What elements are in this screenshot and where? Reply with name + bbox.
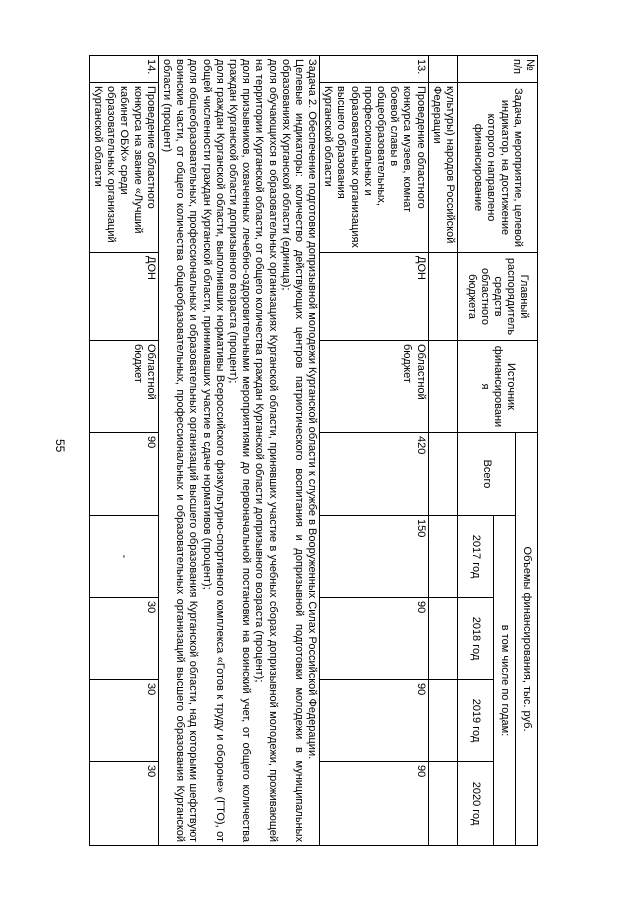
row-manager: ДОН <box>89 253 158 341</box>
row-source: Областной бюджет <box>89 341 158 433</box>
col-header-manager: Главный распорядитель средств областного бюджета <box>458 253 538 341</box>
table-row-14 <box>89 56 158 846</box>
row-year-2017: 150 <box>320 516 429 598</box>
task2-indicator: доля обучающихся в образовательных организациях Курганской области, принявших участие в учебных сборах допризывной молодежи, проживающей на территории Курганской области, от общего количества граждан Курганской области допризывного возраста (процент); <box>253 59 279 843</box>
row-year-2018: 90 <box>320 598 429 680</box>
financing-table <box>89 55 538 846</box>
col-header-year-2020: 2020 год <box>458 762 494 846</box>
row-number: 13. <box>320 56 429 83</box>
row-task: Проведение областного конкурса на звание «Лучший кабинет ОБЖ» среди образовательных организаций Курганской области <box>89 83 158 253</box>
task2-title: Задача 2. Обеспечение подготовки допризывной молодежи Курганской области к службе в Вооруженных Силах Российской Федерации. <box>306 59 319 760</box>
table-row-13 <box>320 56 429 846</box>
col-header-year-2017: 2017 год <box>458 516 494 598</box>
header-row-1 <box>516 56 538 846</box>
col-header-volumes: Объемы финансирования, тыс. руб. <box>516 433 538 846</box>
row-year-2020: 30 <box>89 762 158 846</box>
col-header-by-years: в том числе по годам: <box>494 516 516 846</box>
row-year-2018: 30 <box>89 598 158 680</box>
col-header-year-2019: 2019 год <box>458 680 494 762</box>
col-header-year-2018: 2018 год <box>458 598 494 680</box>
task2-indicator: доля призывников, охваченных лечебно-оздоровительными мероприятиями до первоначальной постановки на воинский учет, от общего количества граждан Курганской области допризывного возраста (процент); <box>227 59 253 843</box>
row-total: 90 <box>89 433 158 516</box>
row-year-2019: 30 <box>89 680 158 762</box>
row-task: Проведение областного конкурса музеев, комнат боевой славы в общеобразовательных, профессиональных и образовательных организациях высшего образования Курганской области <box>320 83 429 253</box>
task2-section <box>158 56 319 846</box>
rotated-table-container <box>89 55 538 845</box>
table-row-task2 <box>158 56 319 846</box>
col-header-total: Всего <box>458 433 516 516</box>
col-header-task: Задача, мероприятие, целевой индикатор, на достижение которого направлено финансирование <box>458 83 538 253</box>
row-year-2020: 90 <box>320 762 429 846</box>
continuation-text: культуры) народов Российской Федерации <box>428 83 457 253</box>
task2-indicator: доля граждан Курганской области, выполнивших нормативы Всероссийского физкультурно-спортивного комплекса «Готов к труду и обороне» (ГТО), от общей численности граждан Курганской области, принимавших участие в сдаче нормативов (процент); <box>200 59 226 843</box>
task2-indicator: доля общеобразовательных, профессиональных и образовательных организаций высшего образования Курганской области, над которыми шефствуют воинские части, от общего количества общеобразовательных, профессиональных и образовательных организаций высшего образования Курганской области (процент) <box>161 59 200 843</box>
row-source: Областной бюджет <box>320 341 429 433</box>
task2-indicator: Целевые индикаторы: количество действующих центров патриотического воспитания и допризывной подготовки молодежи в муниципальных образованиях Курганской области (единица); <box>279 59 305 843</box>
col-header-no: № п/п <box>458 56 538 83</box>
page-number: 55 <box>53 439 67 453</box>
row-year-2019: 90 <box>320 680 429 762</box>
table-row-continuation <box>428 56 457 846</box>
col-header-source: Источник финансирования <box>458 341 538 433</box>
row-total: 420 <box>320 433 429 516</box>
row-year-2017: - <box>89 516 158 598</box>
row-number: 14. <box>89 56 158 83</box>
row-manager: ДОН <box>320 253 429 341</box>
